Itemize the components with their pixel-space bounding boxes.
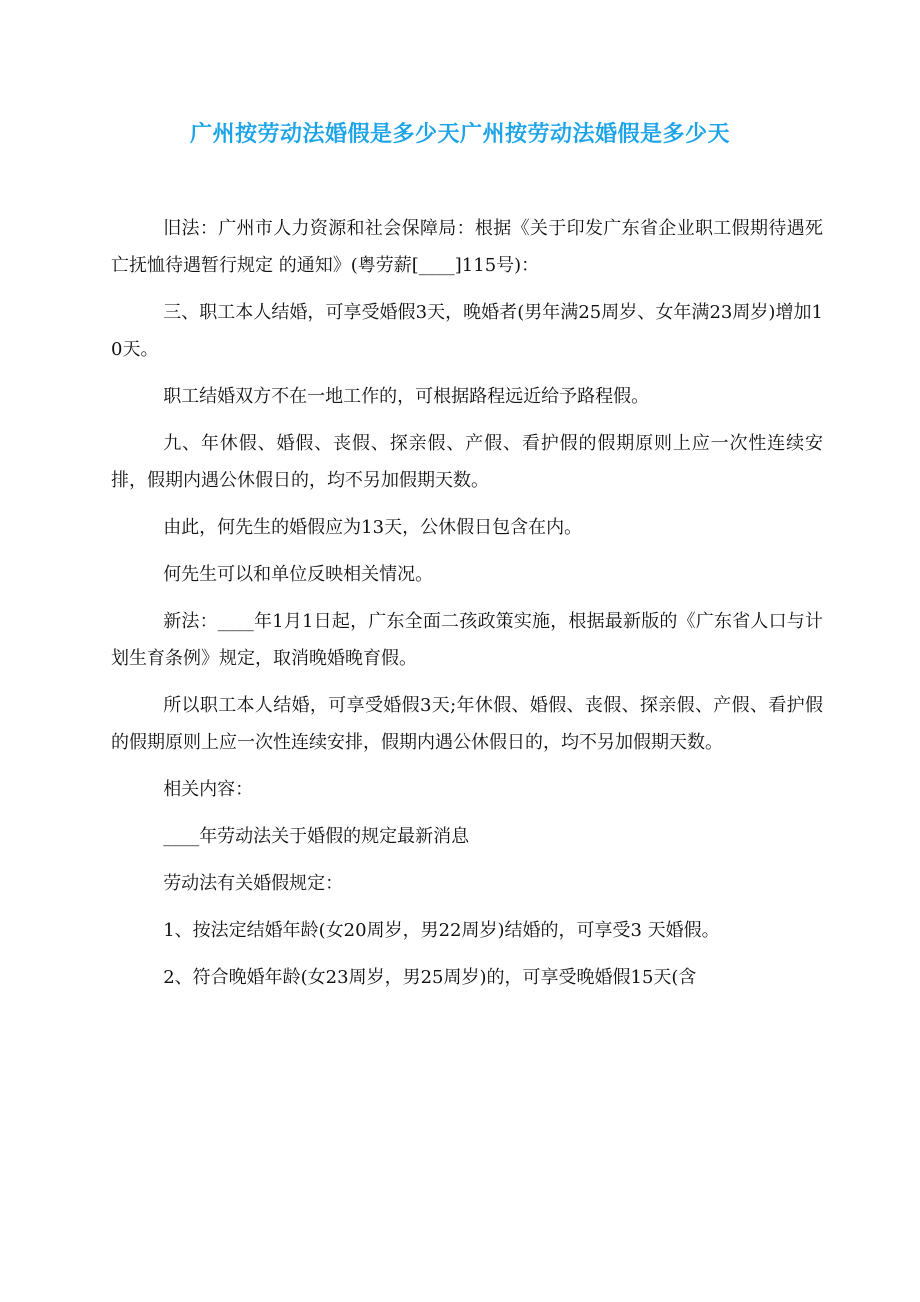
paragraph-labor-law-heading: 劳动法有关婚假规定： bbox=[163, 873, 344, 894]
paragraph-old-law: 旧法：广州市人力资源和社会保障局：根据《关于印发广东省企业职工假期待遇死亡抚恤待遇暂行规定 的通知》(粤劳薪[____]115号)： bbox=[111, 218, 823, 276]
document-body bbox=[111, 210, 823, 1006]
paragraph-item-one: 1、按法定结婚年龄(女20周岁，男22周岁)结婚的，可享受3 天婚假。 bbox=[163, 920, 720, 941]
paragraph-clause-three: 三、职工本人结婚，可享受婚假3天，晚婚者(男年满25周岁、女年满23周岁)增加10天。 bbox=[111, 302, 823, 360]
paragraph-related-link: ____年劳动法关于婚假的规定最新消息 bbox=[163, 826, 470, 847]
paragraph-new-law: 新法：____年1月1日起，广东全面二孩政策实施，根据最新版的《广东省人口与计划生育条例》规定，取消晚婚晚育假。 bbox=[111, 611, 823, 669]
document-title: 广州按劳动法婚假是多少天广州按劳动法婚假是多少天 bbox=[189, 121, 730, 147]
paragraph-conclusion: 由此，何先生的婚假应为13天，公休假日包含在内。 bbox=[163, 517, 583, 538]
paragraph-advice: 何先生可以和单位反映相关情况。 bbox=[163, 564, 434, 585]
paragraph-item-two: 2、符合晚婚年龄(女23周岁，男25周岁)的，可享受晚婚假15天(含 bbox=[163, 967, 697, 988]
paragraph-travel-leave: 职工结婚双方不在一地工作的，可根据路程远近给予路程假。 bbox=[163, 386, 650, 407]
paragraph-related-heading: 相关内容： bbox=[163, 779, 254, 800]
paragraph-clause-nine: 九、年休假、婚假、丧假、探亲假、产假、看护假的假期原则上应一次性连续安排，假期内遇公休假日的，均不另加假期天数。 bbox=[111, 433, 823, 491]
paragraph-current-rule: 所以职工本人结婚，可享受婚假3天;年休假、婚假、丧假、探亲假、产假、看护假的假期原则上应一次性连续安排，假期内遇公休假日的，均不另加假期天数。 bbox=[111, 695, 823, 753]
